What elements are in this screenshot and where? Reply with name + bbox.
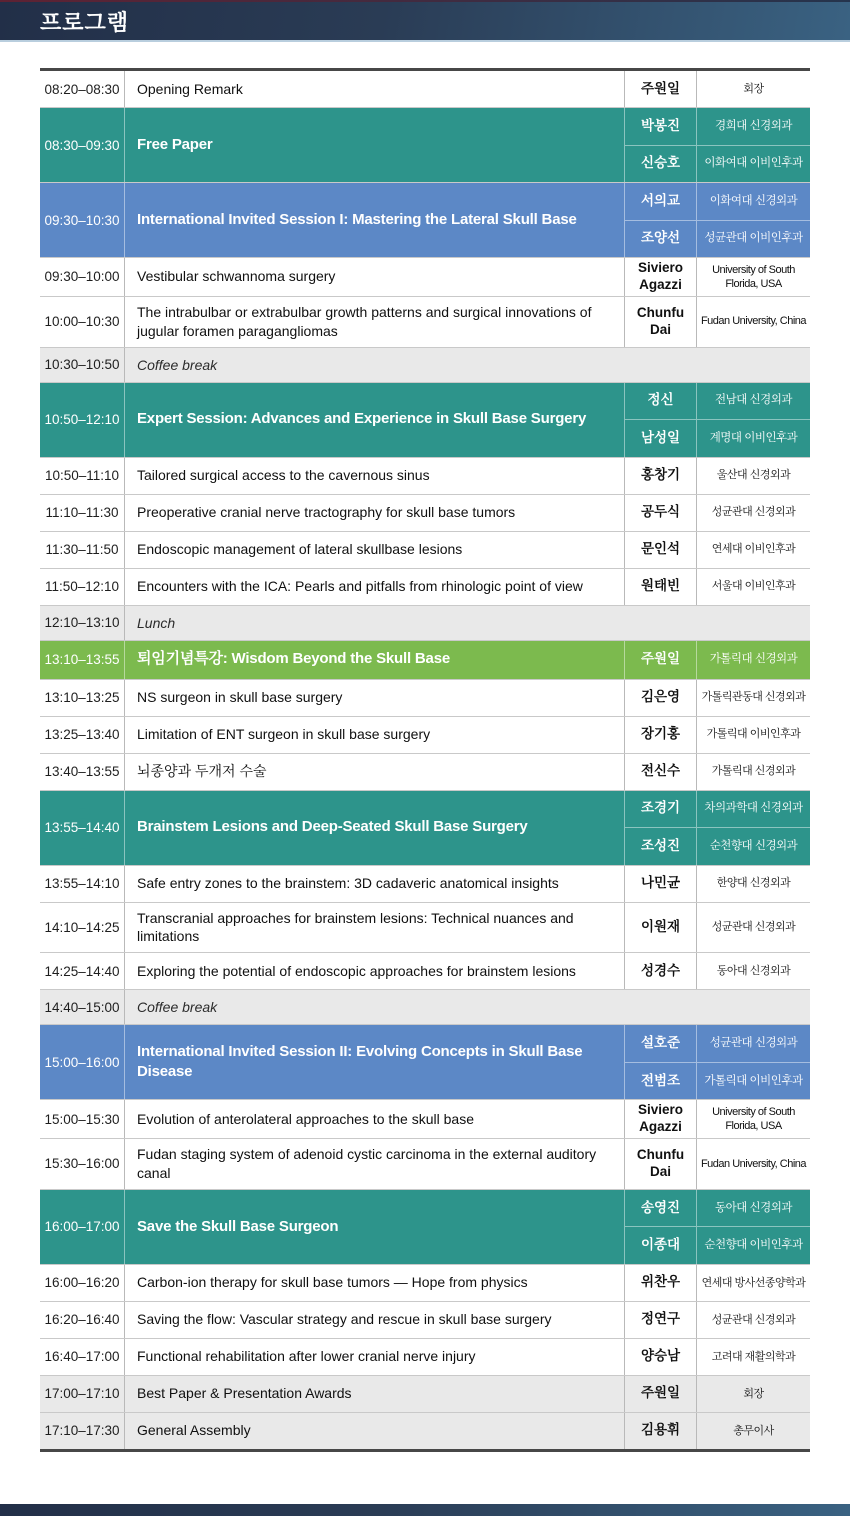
time-cell: 15:00–15:30 [40, 1100, 125, 1138]
chair-affiliation-cell: 이화여대 신경외과 [709, 194, 798, 207]
speaker-cell: 양승남 [625, 1339, 697, 1375]
chair-affiliation-cell: 경희대 신경외과 [715, 119, 792, 132]
time-cell: 15:00–16:00 [40, 1025, 125, 1099]
chair-row [625, 145, 810, 183]
chair-name-cell: 박봉진 [625, 108, 697, 145]
chair-affiliation-cell: 가톨릭대 신경외과 [709, 653, 798, 666]
session-row [40, 1025, 810, 1100]
chair-name-cell: 주원일 [625, 641, 697, 679]
time-cell: 12:10–13:10 [40, 606, 125, 640]
title-cell: General Assembly [125, 1413, 625, 1449]
schedule-row [40, 495, 810, 532]
title-cell: Preoperative cranial nerve tractography for skull base tumors [125, 495, 625, 531]
session-title: International Invited Session I: Mastering the Lateral Skull Base [125, 183, 625, 257]
speaker-cell: Siviero Agazzi [625, 258, 697, 296]
title-cell: Transcranial approaches for brainstem lesions: Technical nuances and limitations [125, 903, 625, 953]
title-cell: Evolution of anterolateral approaches to the skull base [125, 1100, 625, 1138]
time-cell: 16:00–16:20 [40, 1265, 125, 1301]
affiliation-cell: 연세대 방사선종양학과 [701, 1276, 806, 1289]
time-cell: 11:10–11:30 [40, 495, 125, 531]
chair-row [625, 183, 810, 220]
chair-affiliation-cell: 성균관대 신경외과 [709, 1037, 798, 1050]
chair-name-cell: 신승호 [625, 146, 697, 183]
affiliation-cell: 가톨릭관동대 신경외과 [701, 691, 806, 704]
speaker-cell: 위찬우 [625, 1265, 697, 1301]
schedule-row [40, 569, 810, 606]
time-cell: 14:10–14:25 [40, 903, 125, 953]
title-cell: Carbon-ion therapy for skull base tumors — Hope from physics [125, 1265, 625, 1301]
program-table [40, 68, 810, 1452]
chair-affiliation-cell: 동아대 신경외과 [715, 1201, 792, 1214]
chair-name-cell: 정신 [625, 383, 697, 420]
speaker-cell: 홍창기 [625, 458, 697, 494]
title-cell: Exploring the potential of endoscopic approaches for brainstem lesions [125, 953, 625, 989]
title-cell: 뇌종양과 두개저 수술 [125, 754, 625, 790]
title-cell: Saving the flow: Vascular strategy and rescue in skull base surgery [125, 1302, 625, 1338]
time-cell: 13:10–13:25 [40, 680, 125, 716]
affiliation-cell: 성균관대 신경외과 [711, 1313, 796, 1326]
speaker-cell: Chunfu Dai [625, 297, 697, 347]
title-cell: The intrabulbar or extrabulbar growth patterns and surgical innovations of jugular foramen paragangliomas [125, 297, 625, 347]
affiliation-cell: 성균관대 신경외과 [711, 921, 796, 934]
affiliation-cell: Fudan University, China [700, 1157, 807, 1170]
chair-affiliation-cell: 전남대 신경외과 [715, 394, 792, 407]
chair-name-cell: 조양선 [625, 221, 697, 258]
time-cell: 14:40–15:00 [40, 990, 125, 1024]
chair-list [625, 641, 810, 679]
speaker-cell: 김은영 [625, 680, 697, 716]
schedule-row [40, 532, 810, 569]
affiliation-cell: University of South Florida, USA [712, 263, 795, 290]
chair-list [625, 1190, 810, 1264]
schedule-row [40, 1265, 810, 1302]
chair-row [625, 220, 810, 258]
affiliation-cell: 동아대 신경외과 [716, 965, 791, 978]
affiliation-cell: 성균관대 신경외과 [711, 506, 796, 519]
schedule-row [40, 866, 810, 903]
time-cell: 14:25–14:40 [40, 953, 125, 989]
speaker-cell: 김용휘 [625, 1413, 697, 1449]
session-title: Brainstem Lesions and Deep-Seated Skull Base Surgery [125, 791, 625, 865]
chair-affiliation-cell: 차의과학대 신경외과 [704, 802, 803, 815]
affiliation-cell: 가톨릭대 이비인후과 [706, 728, 801, 741]
speaker-cell: 장기홍 [625, 717, 697, 753]
chair-name-cell: 송영진 [625, 1190, 697, 1227]
speaker-cell: 전신수 [625, 754, 697, 790]
schedule-row [40, 1339, 810, 1376]
title-cell: Safe entry zones to the brainstem: 3D cadaveric anatomical insights [125, 866, 625, 902]
schedule-row [40, 71, 810, 108]
speaker-cell: 정연구 [625, 1302, 697, 1338]
footer-bar [0, 1504, 850, 1516]
chair-row [625, 1025, 810, 1062]
chair-row [625, 419, 810, 457]
time-cell: 13:40–13:55 [40, 754, 125, 790]
chair-affiliation-cell: 가톨릭대 이비인후과 [704, 1074, 803, 1087]
speaker-cell: Siviero Agazzi [625, 1100, 697, 1138]
speaker-cell: 주원일 [625, 71, 697, 107]
session-row [40, 108, 810, 183]
schedule-row [40, 258, 810, 297]
affiliation-cell: 고려대 재활의학과 [711, 1350, 796, 1363]
time-cell: 16:40–17:00 [40, 1339, 125, 1375]
page-header [0, 0, 850, 42]
title-cell: Limitation of ENT surgeon in skull base surgery [125, 717, 625, 753]
schedule-row [40, 1376, 810, 1413]
title-cell: Tailored surgical access to the cavernous sinus [125, 458, 625, 494]
affiliation-cell: 연세대 이비인후과 [711, 543, 796, 556]
schedule-row [40, 1302, 810, 1339]
time-cell: 08:30–09:30 [40, 108, 125, 182]
affiliation-cell: 울산대 신경외과 [716, 469, 791, 482]
chair-row [625, 791, 810, 828]
affiliation-cell: 한양대 신경외과 [716, 877, 791, 890]
chair-list [625, 791, 810, 865]
affiliation-cell: 회장 [743, 1387, 764, 1400]
time-cell: 15:30–16:00 [40, 1139, 125, 1189]
session-row [40, 1190, 810, 1265]
time-cell: 13:10–13:55 [40, 641, 125, 679]
time-cell: 13:55–14:10 [40, 866, 125, 902]
time-cell: 10:50–11:10 [40, 458, 125, 494]
chair-name-cell: 서의교 [625, 183, 697, 220]
schedule-row [40, 754, 810, 791]
speaker-cell: 나민균 [625, 866, 697, 902]
chair-list [625, 1025, 810, 1099]
session-title: Free Paper [125, 108, 625, 182]
time-cell: 16:00–17:00 [40, 1190, 125, 1264]
chair-name-cell: 이종대 [625, 1227, 697, 1264]
title-cell: Fudan staging system of adenoid cystic carcinoma in the external auditory canal [125, 1139, 625, 1189]
chair-affiliation-cell: 이화여대 이비인후과 [704, 157, 803, 170]
schedule-row [40, 458, 810, 495]
chair-list [625, 383, 810, 457]
break-row [40, 990, 810, 1025]
chair-affiliation-cell: 계명대 이비인후과 [709, 431, 798, 444]
affiliation-cell: Fudan University, China [700, 315, 807, 328]
schedule-row [40, 953, 810, 990]
schedule-row [40, 1413, 810, 1449]
title-cell: Endoscopic management of lateral skullbase lesions [125, 532, 625, 568]
speaker-cell: 원태빈 [625, 569, 697, 605]
time-cell: 13:55–14:40 [40, 791, 125, 865]
chair-affiliation-cell: 순천향대 신경외과 [709, 839, 798, 852]
speaker-cell: Chunfu Dai [625, 1139, 697, 1189]
schedule-row [40, 903, 810, 954]
time-cell: 10:30–10:50 [40, 348, 125, 382]
affiliation-cell: 서울대 이비인후과 [711, 580, 796, 593]
break-label: Coffee break [137, 999, 218, 1016]
chair-row [625, 1062, 810, 1100]
chair-affiliation-cell: 성균관대 이비인후과 [704, 232, 803, 245]
chair-row [625, 383, 810, 420]
title-cell: Best Paper & Presentation Awards [125, 1376, 625, 1412]
schedule-row [40, 717, 810, 754]
chair-row [625, 108, 810, 145]
chair-row [625, 1190, 810, 1227]
chair-name-cell: 남성일 [625, 420, 697, 457]
title-cell: Functional rehabilitation after lower cranial nerve injury [125, 1339, 625, 1375]
title-cell: Encounters with the ICA: Pearls and pitfalls from rhinologic point of view [125, 569, 625, 605]
speaker-cell: 이원재 [625, 903, 697, 953]
time-cell: 09:30–10:30 [40, 183, 125, 257]
title-cell: Opening Remark [125, 71, 625, 107]
time-cell: 11:30–11:50 [40, 532, 125, 568]
schedule-row [40, 680, 810, 717]
session-row [40, 641, 810, 680]
time-cell: 11:50–12:10 [40, 569, 125, 605]
speaker-cell: 문인석 [625, 532, 697, 568]
header-bar [0, 2, 850, 42]
time-cell: 17:10–17:30 [40, 1413, 125, 1449]
page-title: 프로그램 [40, 9, 130, 35]
session-row [40, 791, 810, 866]
schedule-row [40, 297, 810, 348]
speaker-cell: 주원일 [625, 1376, 697, 1412]
break-label: Lunch [137, 614, 176, 631]
break-row [40, 606, 810, 641]
session-title: Expert Session: Advances and Experience in Skull Base Surgery [125, 383, 625, 457]
affiliation-cell: 가톨릭대 신경외과 [711, 765, 796, 778]
chair-list [625, 183, 810, 257]
title-cell: NS surgeon in skull base surgery [125, 680, 625, 716]
session-title: Save the Skull Base Surgeon [125, 1190, 625, 1264]
time-cell: 10:00–10:30 [40, 297, 125, 347]
chair-row [625, 641, 810, 679]
chair-list [625, 108, 810, 182]
session-title: 퇴임기념특강: Wisdom Beyond the Skull Base [125, 641, 625, 679]
schedule-row [40, 1100, 810, 1139]
session-row [40, 383, 810, 458]
time-cell: 09:30–10:00 [40, 258, 125, 296]
speaker-cell: 성경수 [625, 953, 697, 989]
chair-row [625, 827, 810, 865]
speaker-cell: 공두식 [625, 495, 697, 531]
chair-name-cell: 조경기 [625, 791, 697, 828]
time-cell: 17:00–17:10 [40, 1376, 125, 1412]
break-label: Coffee break [137, 356, 218, 373]
time-cell: 10:50–12:10 [40, 383, 125, 457]
affiliation-cell: 총무이사 [733, 1424, 774, 1437]
break-row [40, 348, 810, 383]
chair-row [625, 1226, 810, 1264]
chair-name-cell: 전범조 [625, 1063, 697, 1100]
chair-affiliation-cell: 순천향대 이비인후과 [704, 1239, 803, 1252]
session-row [40, 183, 810, 258]
time-cell: 08:20–08:30 [40, 71, 125, 107]
session-title: International Invited Session II: Evolving Concepts in Skull Base Disease [125, 1025, 625, 1099]
affiliation-cell: University of South Florida, USA [712, 1105, 795, 1133]
title-cell: Vestibular schwannoma surgery [125, 258, 625, 296]
affiliation-cell: 회장 [743, 82, 764, 95]
time-cell: 13:25–13:40 [40, 717, 125, 753]
chair-name-cell: 설호준 [625, 1025, 697, 1062]
chair-name-cell: 조성진 [625, 828, 697, 865]
time-cell: 16:20–16:40 [40, 1302, 125, 1338]
schedule-row [40, 1139, 810, 1190]
